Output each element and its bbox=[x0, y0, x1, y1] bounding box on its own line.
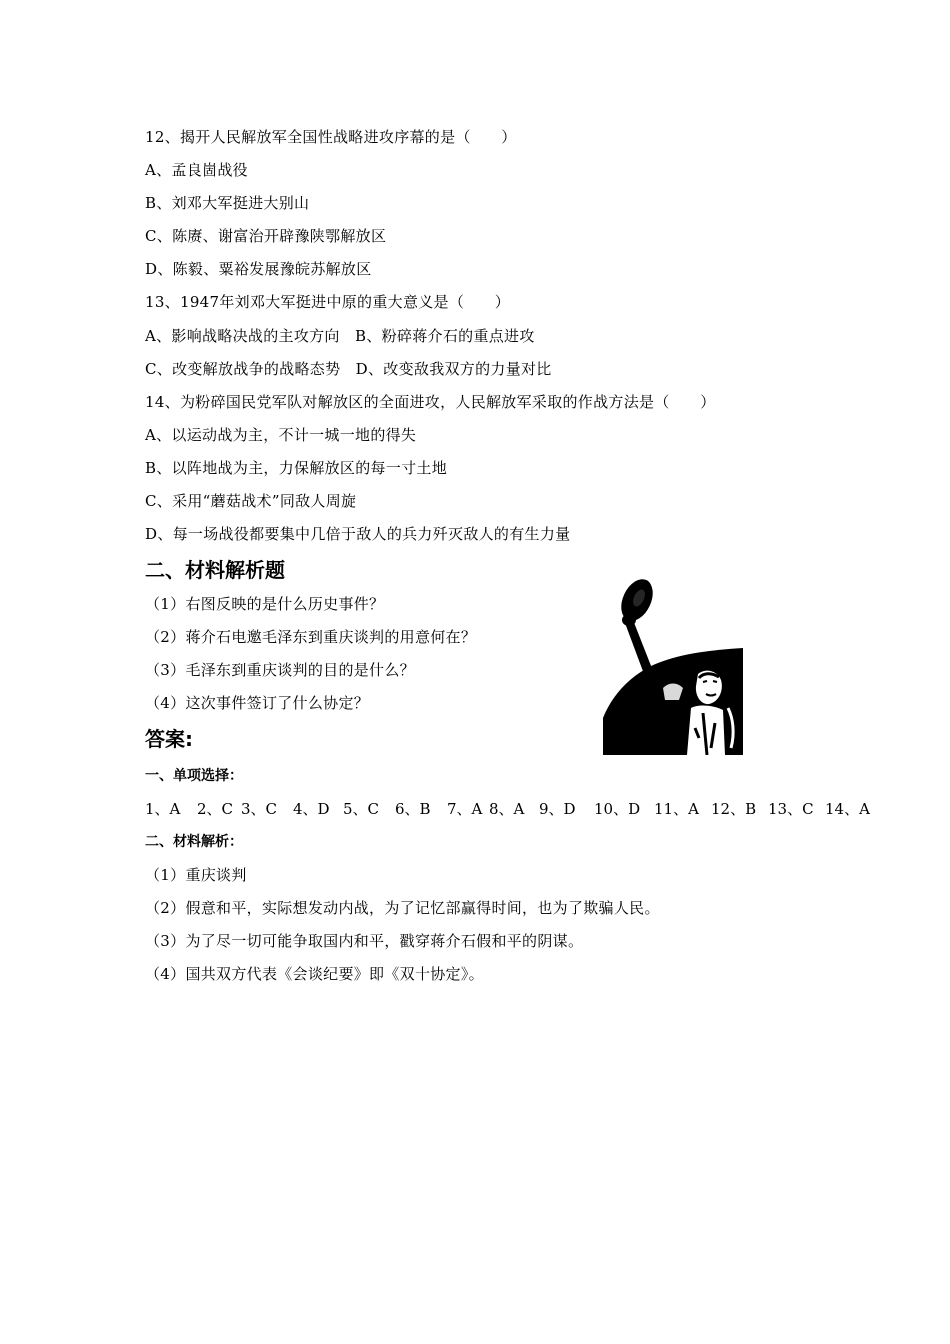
q14-option-a: A、以运动战为主，不计一城一地的得失 bbox=[145, 426, 417, 444]
answers-analysis-4: （4）国共双方代表《会谈纪要》即《双十协定》。 bbox=[145, 965, 484, 983]
section2-item-4: （4）这次事件签订了什么协定？ bbox=[145, 694, 370, 712]
answer-key: 5、C bbox=[343, 800, 380, 818]
answer-key: 8、A bbox=[489, 800, 525, 818]
answer-key: 4、D bbox=[293, 800, 330, 818]
answer-key: 14、A bbox=[825, 800, 870, 818]
q12-option-b: B、刘邓大军挺进大别山 bbox=[145, 194, 310, 212]
q14-option-b: B、以阵地战为主，力保解放区的每一寸土地 bbox=[145, 459, 448, 477]
chongqing-negotiation-photo bbox=[603, 578, 743, 755]
answers-analysis-2: （2）假意和平，实际想发动内战，为了记忆部赢得时间，也为了欺骗人民。 bbox=[145, 899, 660, 917]
answers-analysis-3: （3）为了尽一切可能争取国内和平，戳穿蒋介石假和平的阴谋。 bbox=[145, 932, 584, 950]
answer-key: 13、C bbox=[768, 800, 814, 818]
q14-stem: 14、为粉碎国民党军队对解放区的全面进攻，人民解放军采取的作战方法是（ ） bbox=[145, 393, 716, 411]
q12-option-a: A、孟良崮战役 bbox=[145, 161, 248, 179]
answer-key: 9、D bbox=[539, 800, 576, 818]
q13-options-cd: C、改变解放战争的战略态势 D、改变敌我双方的力量对比 bbox=[145, 360, 552, 378]
answer-key: 6、B bbox=[395, 800, 431, 818]
section2-item-1: （1）右图反映的是什么历史事件？ bbox=[145, 595, 385, 613]
q13-options-ab: A、影响战略决战的主攻方向 B、粉碎蒋介石的重点进攻 bbox=[145, 327, 535, 345]
q12-stem: 12、揭开人民解放军全国性战略进攻序幕的是（ ） bbox=[145, 128, 517, 146]
section2-item-2: （2）蒋介石电邀毛泽东到重庆谈判的用意何在？ bbox=[145, 628, 477, 646]
q12-option-d: D、陈毅、粟裕发展豫皖苏解放区 bbox=[145, 260, 372, 278]
q12-option-c: C、陈赓、谢富治开辟豫陕鄂解放区 bbox=[145, 227, 387, 245]
answers-analysis-1: （1）重庆谈判 bbox=[145, 866, 247, 884]
answer-key: 3、C bbox=[241, 800, 278, 818]
answer-key: 7、A bbox=[447, 800, 483, 818]
answers-analysis-title: 二、材料解析： bbox=[145, 834, 243, 850]
answer-key: 2、C bbox=[197, 800, 234, 818]
answer-key: 1、A bbox=[145, 800, 181, 818]
answers-mc-keys bbox=[145, 799, 870, 819]
q14-option-c: C、采用“蘑菇战术”同敌人周旋 bbox=[145, 492, 357, 510]
section2-title: 二、材料解析题 bbox=[145, 558, 285, 582]
q13-stem: 13、1947年刘邓大军挺进中原的重大意义是（ ） bbox=[145, 293, 511, 311]
q14-option-d: D、每一场战役都要集中几倍于敌人的兵力歼灭敌人的有生力量 bbox=[145, 525, 571, 543]
answers-title: 答案: bbox=[145, 727, 193, 751]
section2-item-3: （3）毛泽东到重庆谈判的目的是什么？ bbox=[145, 661, 415, 679]
answer-key: 11、A bbox=[654, 800, 699, 818]
answer-key: 10、D bbox=[594, 800, 641, 818]
answers-mc-title: 一、单项选择： bbox=[145, 768, 243, 784]
answer-key: 12、B bbox=[711, 800, 757, 818]
